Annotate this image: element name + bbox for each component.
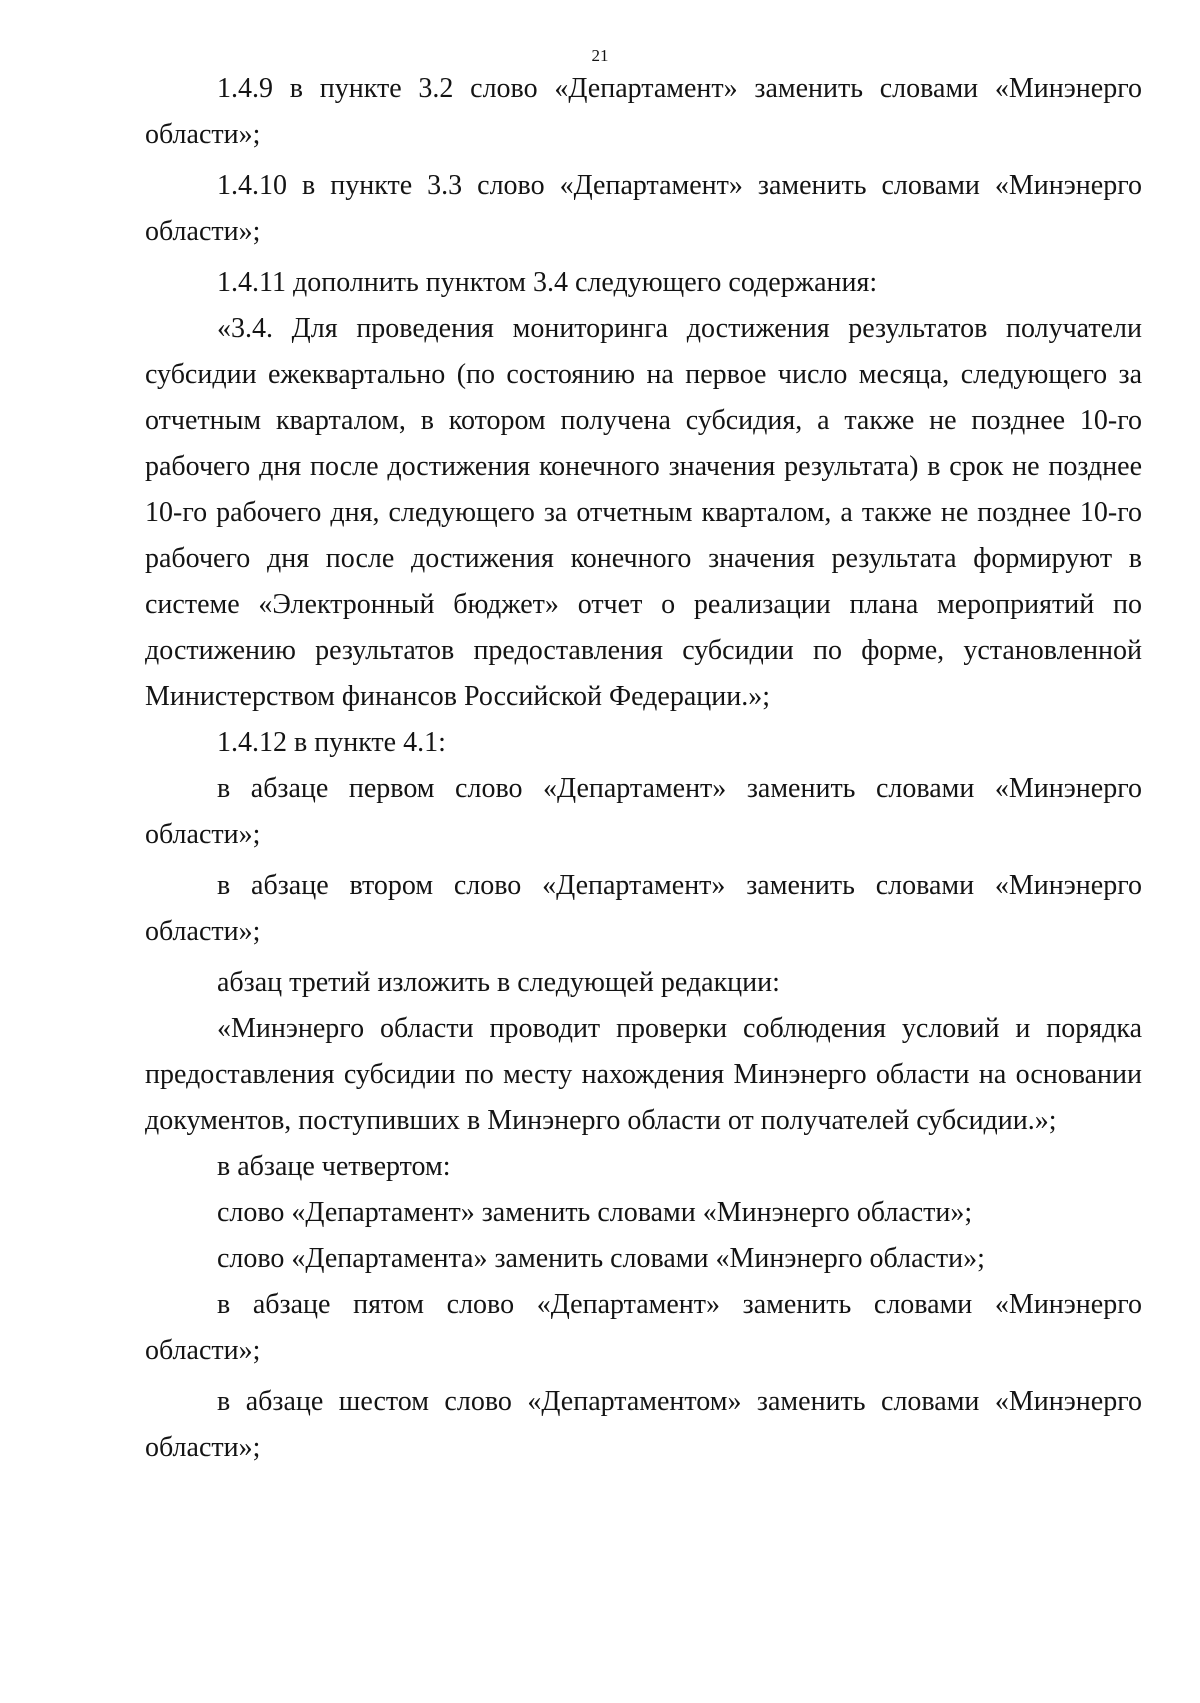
paragraph-abzac-4-item-2: слово «Департамента» заменить словами «Минэнерго области»; xyxy=(217,1243,985,1274)
paragraph-abzac-3-heading: абзац третий изложить в следующей редакции: xyxy=(217,967,780,998)
paragraph-abzac-5: в абзаце пятом слово «Департамент» заменить словами «Минэнерго области»; xyxy=(145,1289,1142,1366)
paragraph-abzac-6: в абзаце шестом слово «Департаментом» заменить словами «Минэнерго области»; xyxy=(145,1386,1142,1463)
paragraph-1-4-12: 1.4.12 в пункте 4.1: xyxy=(217,727,446,758)
paragraph-abzac-3-quote: «Минэнерго области проводит проверки соблюдения условий и порядка предоставления субсидии по месту нахождения Минэнерго области на основании документов, поступивших в Минэнерго области от получателей субсидии.»; xyxy=(145,1013,1142,1136)
paragraph-abzac-4-heading: в абзаце четвертом: xyxy=(217,1151,451,1182)
paragraph-1-4-10: 1.4.10 в пункте 3.3 слово «Департамент» заменить словами «Минэнерго области»; xyxy=(145,170,1142,247)
paragraph-abzac-4-item-1: слово «Департамент» заменить словами «Минэнерго области»; xyxy=(217,1197,973,1228)
page-number: 21 xyxy=(591,46,609,65)
document-body xyxy=(145,66,1142,1471)
paragraph-1-4-11: 1.4.11 дополнить пунктом 3.4 следующего содержания: xyxy=(217,267,878,298)
paragraph-1-4-9: 1.4.9 в пункте 3.2 слово «Департамент» заменить словами «Минэнерго области»; xyxy=(145,73,1142,150)
paragraph-3-4-quote: «3.4. Для проведения мониторинга достижения результатов получатели субсидии ежеквартально (по состоянию на первое число месяца, следующего за отчетным кварталом, в котором получена субсидия, а также не позднее 10-го рабочего дня после достижения конечного значения результата) в срок не позднее 10-го рабочего дня, следующего за отчетным кварталом, а также не позднее 10-го рабочего дня после достижения конечного значения результата формируют в системе «Электронный бюджет» отчет о реализации плана мероприятий по достижению результатов предоставления субсидии по форме, установленной Министерством финансов Российской Федерации.»; xyxy=(145,313,1142,712)
paragraph-abzac-2: в абзаце втором слово «Департамент» заменить словами «Минэнерго области»; xyxy=(145,870,1142,947)
paragraph-abzac-1: в абзаце первом слово «Департамент» заменить словами «Минэнерго области»; xyxy=(145,773,1142,850)
